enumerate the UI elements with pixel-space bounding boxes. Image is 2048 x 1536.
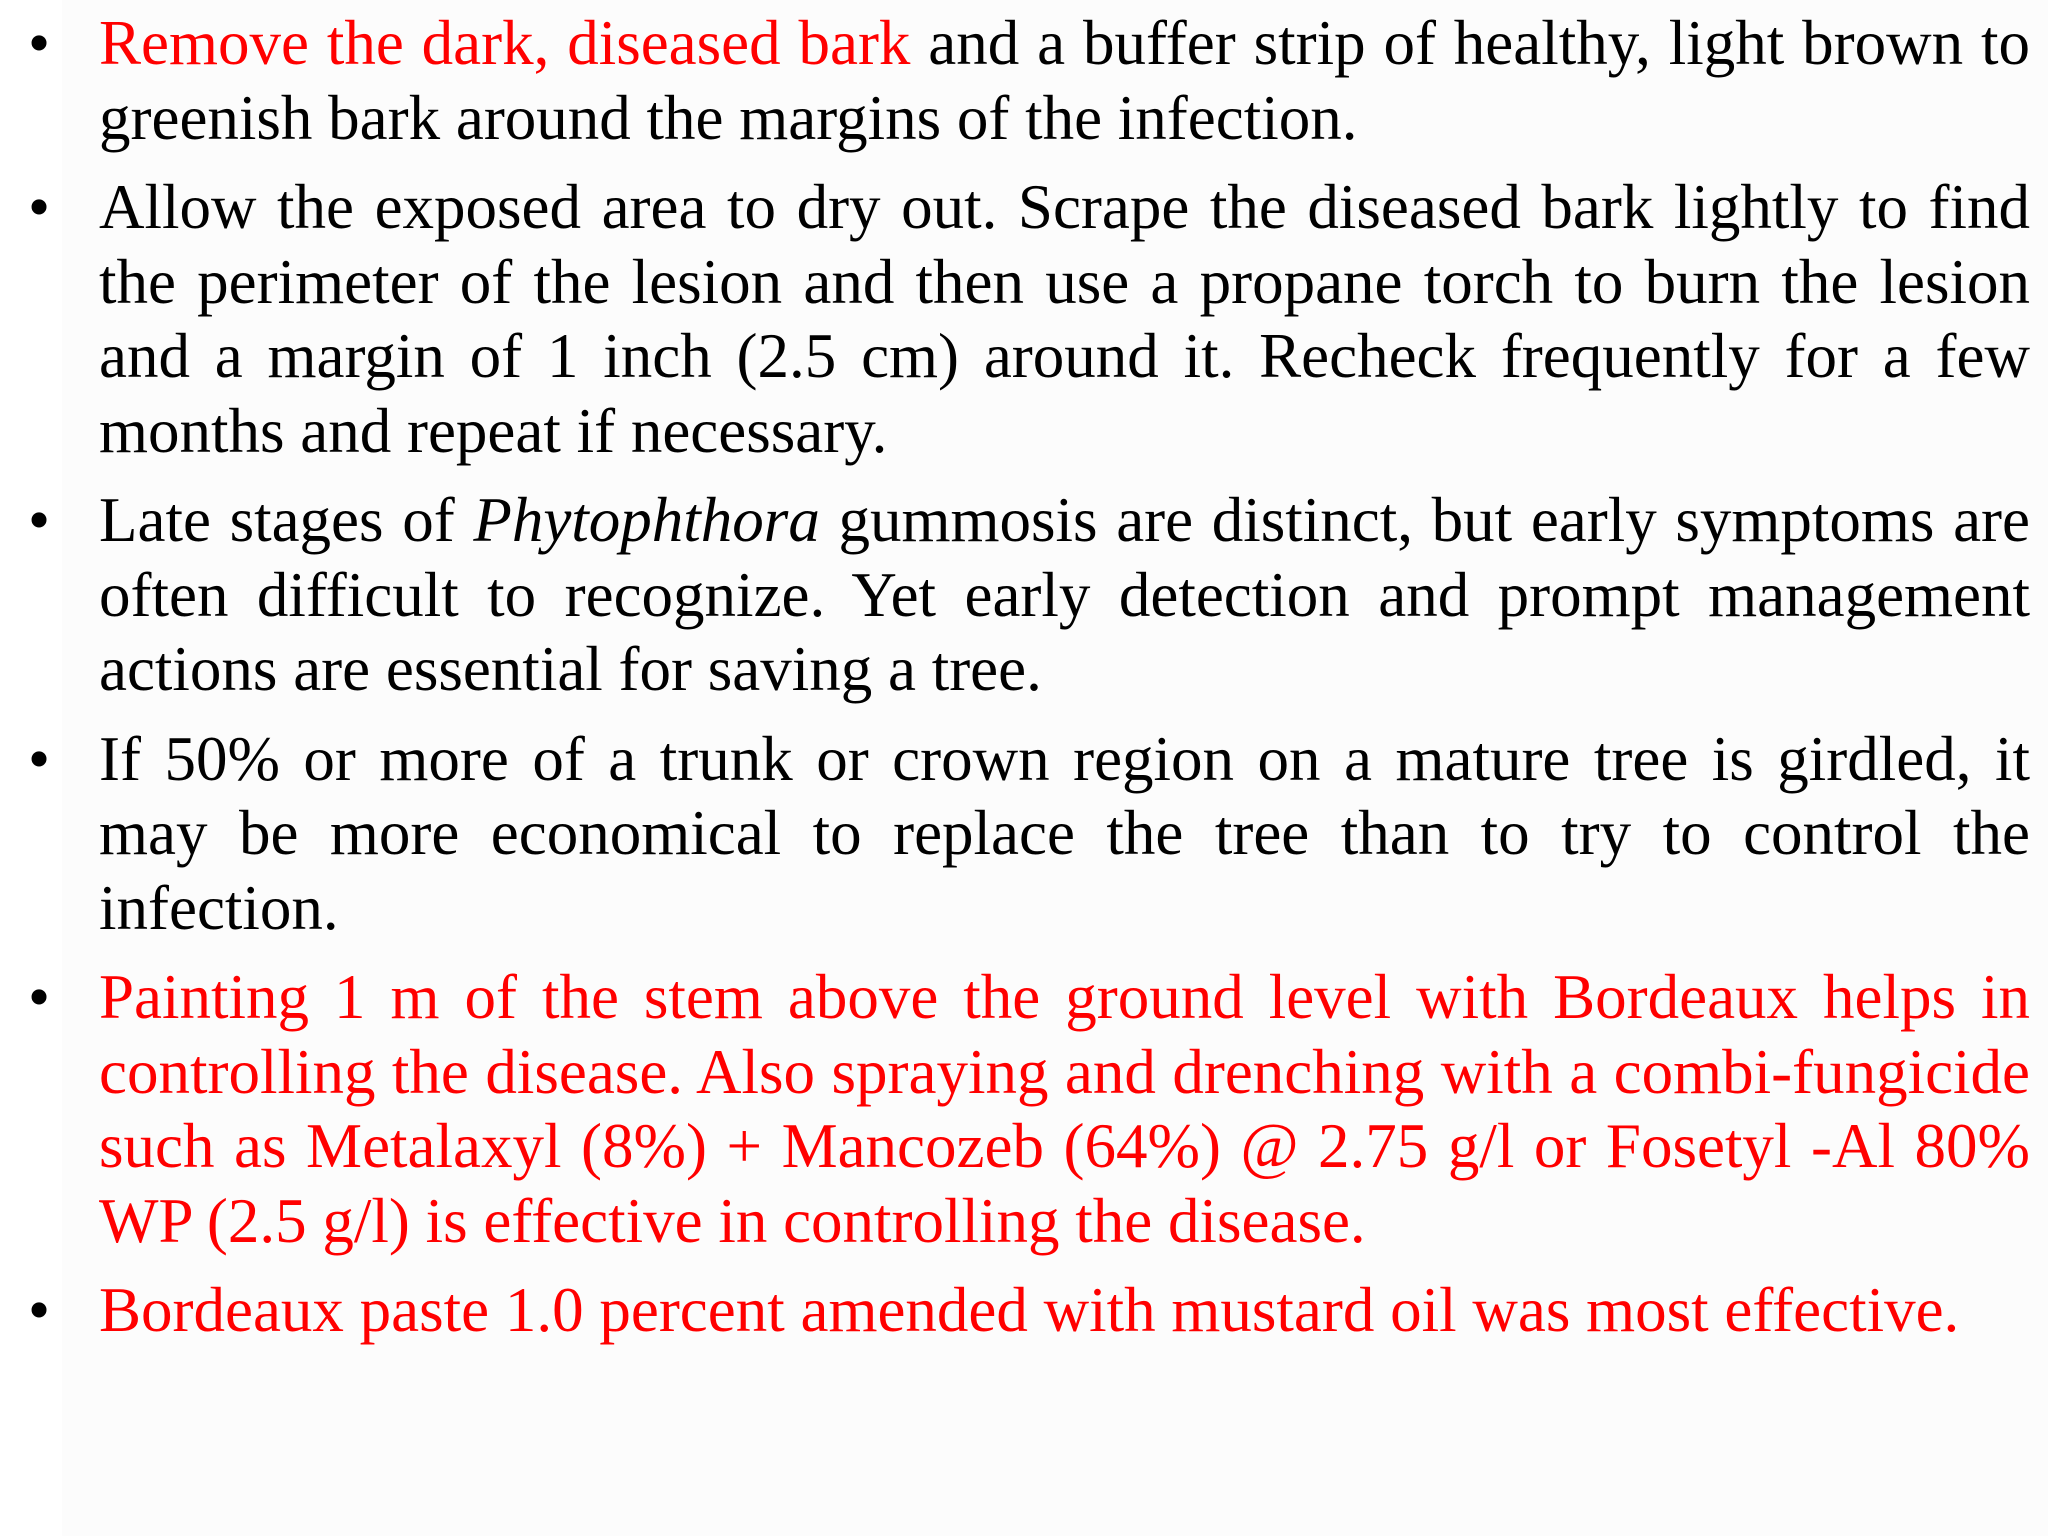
bullet-6-text: Bordeaux paste 1.0 percent amended with mustard oil was most effective. [99,1275,1960,1345]
bullet-icon: • [28,8,51,78]
bullet-3-italic-term: Phytophthora [473,485,820,555]
bullet-3-text-end: gummosis are distinct, but early symptoms are often difficult to recognize. Yet early detection and prompt management actions are essential for saving a tree. [99,485,2030,704]
bullet-icon: • [28,172,51,242]
bullet-1-text: and a buffer strip of healthy, light brown to greenish bark around the margins of the infection. [99,8,2030,153]
bullet-icon: • [28,723,51,794]
bullet-icon: • [28,1275,51,1345]
bullet-item-1 [0,6,2030,155]
bullet-1-highlight-text: Remove the dark, diseased bark [99,8,911,78]
bullet-2-text: Allow the exposed area to dry out. Scrape the diseased bark lightly to find the perimeter of the lesion and then use a propane torch to burn the lesion and a margin of 1 inch (2.5 cm) around it. Recheck frequently for a few months and repeat if necessary. [99,172,2030,466]
bullet-3-text-start: Late stages of [99,485,474,555]
bullet-item-3 [0,483,2030,707]
bullet-list [0,6,2030,1363]
bullet-item-2 [0,170,2030,468]
bullet-5-text: Painting 1 m of the stem above the ground level with Bordeaux helps in controlling the disease. Also spraying and drenching with a combi-fungicide such as Metalaxyl (8%) + Mancozeb (64%) @ 2.75 g/l or Fosetyl -Al 80% WP (2.5 g/l) is effective in controlling the disease. [99,962,2030,1256]
bullet-item-4 [0,722,2030,946]
bullet-item-5 [0,960,2030,1258]
bullet-4-text: If 50% or more of a trunk or crown region on a mature tree is girdled, it may be more economical to replace the tree than to try to control the infection. [99,723,2030,943]
bullet-icon: • [28,485,51,555]
bullet-icon: • [28,962,51,1032]
bullet-item-6 [0,1273,2030,1348]
